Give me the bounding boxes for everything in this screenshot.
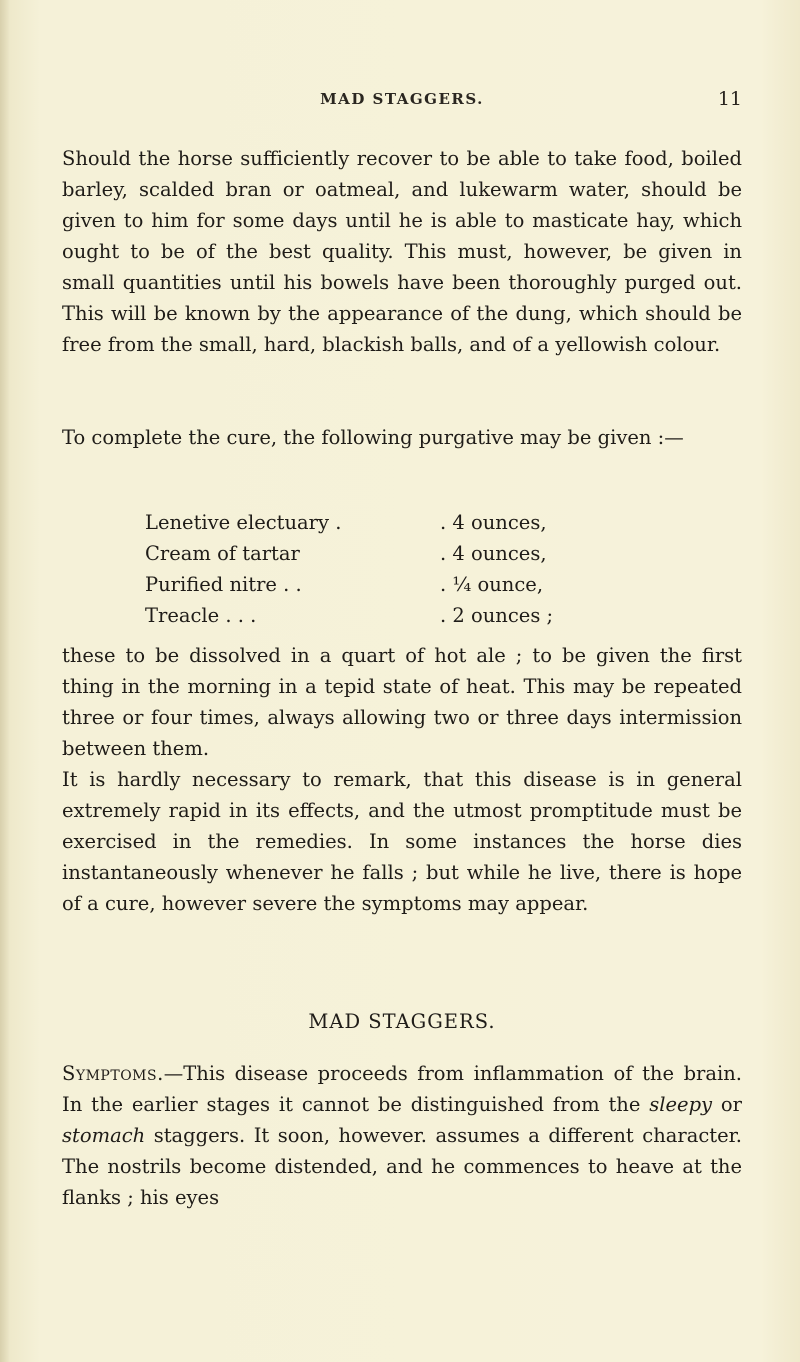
recipe-row	[145, 569, 605, 600]
paragraph-4-block	[62, 764, 742, 919]
recipe-item-name: Purified nitre . .	[145, 573, 302, 596]
paragraph-4: It is hardly necessary to remark, that this disease is in general extremely rapid in its effects, and the utmost promptitude must be exercised in the remedies. In some instances the horse dies instantaneously whenever he falls ; but while he live, there is hope of a cure, however severe the symptoms may appear.	[62, 768, 742, 915]
symptoms-text-2: or	[712, 1093, 742, 1116]
paragraph-1: Should the horse sufficiently recover to be able to take food, boiled barley, scalded bran or oatmeal, and lukewarm water, should be given to him for some days until he is able to masticate hay, which ought to be of the best quality. This must, however, be given in small quantities until his bowels have been thoroughly purged out. This will be known by the appearance of the dung, which should be free from the small, hard, blackish balls, and of a yellowish colour.	[62, 147, 742, 356]
paragraph-1-block	[62, 143, 742, 360]
recipe-item-amount: . 2 ounces ;	[440, 604, 554, 627]
recipe-list	[145, 507, 605, 631]
symptoms-text-3: staggers. It soon, however. assumes a different character. The nostrils become distended, and he commences to heave at the flanks ; his eyes	[62, 1124, 742, 1209]
recipe-item-amount: . ¼ ounce,	[440, 573, 544, 596]
symptoms-paragraph	[62, 1058, 742, 1213]
recipe-item-name: Treacle . . .	[145, 604, 257, 627]
symptoms-paragraph-block	[62, 1058, 742, 1213]
recipe-row	[145, 538, 605, 569]
recipe-item-amount: . 4 ounces,	[440, 511, 547, 534]
symptoms-text-1: —This disease proceeds from inflammation of the brain. In the earlier stages it cannot be distinguished from the	[62, 1062, 742, 1116]
recipe-item-name: Cream of tartar	[145, 542, 300, 565]
symptoms-label: Symptoms.	[62, 1062, 164, 1085]
paragraph-3: these to be dissolved in a quart of hot ale ; to be given the first thing in the morning in a tepid state of heat. This may be repeated three or four times, always allowing two or three days intermission between them.	[62, 644, 742, 760]
recipe-item-name: Lenetive electuary .	[145, 511, 342, 534]
page-spine-shadow	[0, 0, 10, 1362]
recipe-item-amount: . 4 ounces,	[440, 542, 547, 565]
paragraph-3-block	[62, 640, 742, 764]
running-head: MAD STAGGERS.	[320, 90, 484, 108]
paragraph-2: To complete the cure, the following purgative may be given :—	[62, 426, 684, 449]
paragraph-2-block	[62, 422, 742, 453]
page-header	[62, 88, 742, 114]
stomach-term: stomach	[62, 1124, 146, 1147]
page-number: 11	[717, 88, 742, 110]
section-heading: MAD STAGGERS.	[308, 1010, 496, 1033]
recipe-row	[145, 600, 605, 631]
sleepy-term: sleepy	[649, 1093, 713, 1116]
recipe-row	[145, 507, 605, 538]
